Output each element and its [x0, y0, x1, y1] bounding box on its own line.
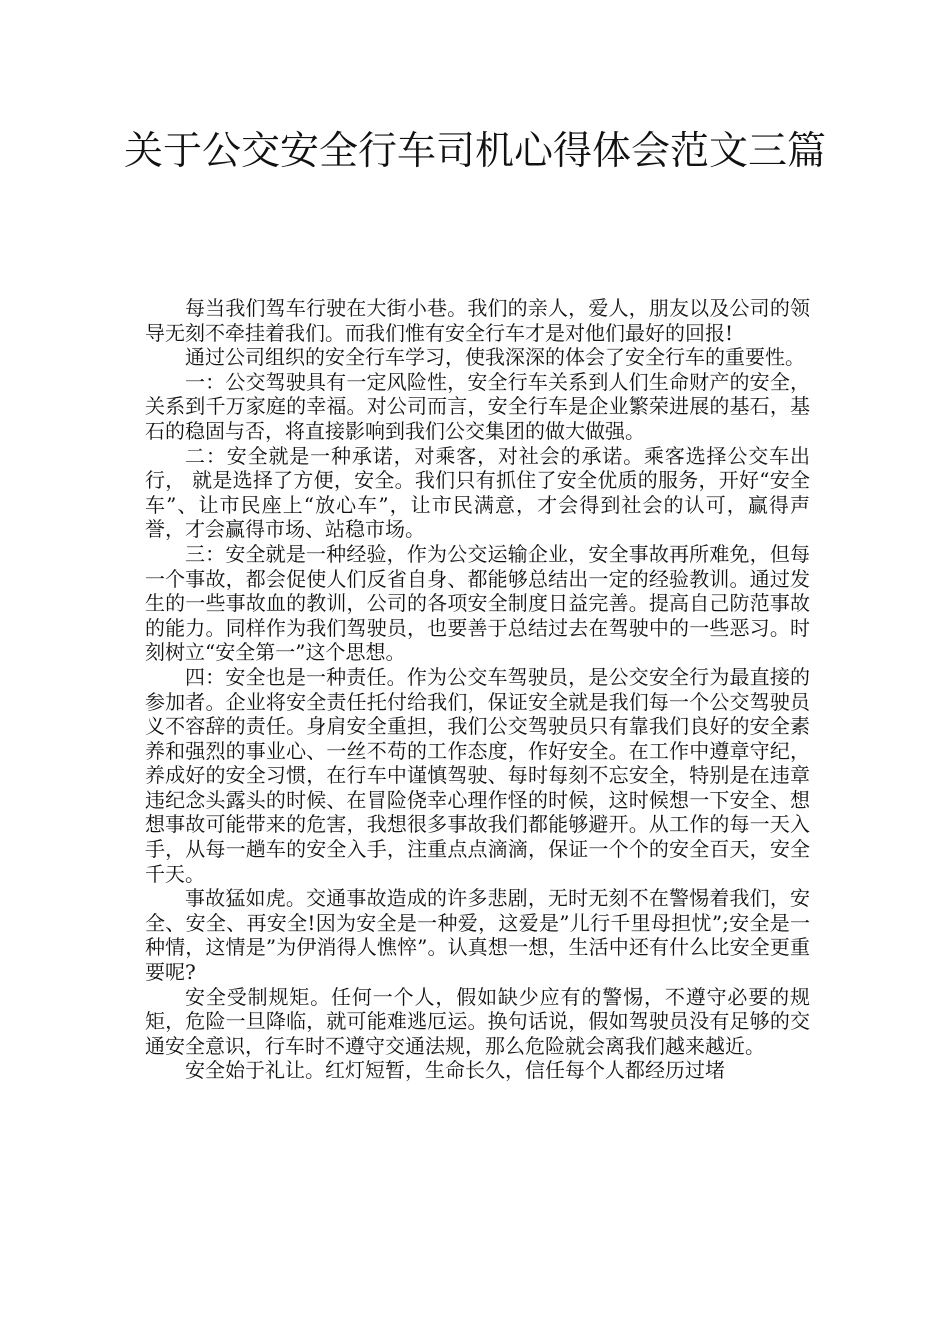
document-title: 关于公交安全行车司机心得体会范文三篇 — [123, 129, 826, 174]
paragraph: 每当我们驾车行驶在大街小巷。我们的亲人，爱人，朋友以及公司的领导无刻不牵挂着我们。而我们惟有安全行车才是对他们最好的回报! — [145, 296, 810, 345]
paragraph: 通过公司组织的安全行车学习，使我深深的体会了安全行车的重要性。 — [185, 345, 805, 370]
paragraph: 安全受制规矩。任何一个人，假如缺少应有的警惕，不遵守必要的规矩，危险一旦降临，就可能难逃厄运。换句话说，假如驾驶员没有足够的交通安全意识，行车时不遵守交通法规，那么危险就会离我们越来越近。 — [145, 984, 810, 1058]
paragraph: 三：安全就是一种经验，作为公交运输企业，安全事故再所难免，但每一个事故，都会促使人们反省自身、都能够总结出一定的经验教训。通过发生的一些事故血的教训，公司的各项安全制度日益完善。提高自己防范事故的能力。同样作为我们驾驶员，也要善于总结过去在驾驶中的一些恶习。时刻树立“安全第一”这个思想。 — [145, 541, 810, 665]
paragraph: 四：安全也是一种责任。作为公交车驾驶员，是公交安全行为最直接的参加者。企业将安全责任托付给我们，保证安全就是我们每一个公交驾驶员义不容辞的责任。身肩安全重担，我们公交驾驶员只有靠我们良好的安全素养和强烈的事业心、一丝不苟的工作态度，作好安全。在工作中遵章守纪，养成好的安全习惯，在行车中谨慎驾驶、每时每刻不忘安全，特别是在违章违纪念头露头的时候、在冒险侥幸心理作怪的时候，这时候想一下安全、想想事故可能带来的危害，我想很多事故我们都能够避开。从工作的每一天入手，从每一趟车的安全入手，注重点点滴滴，保证一个个的安全百天，安全千天。 — [145, 664, 810, 886]
paragraph: 二：安全就是一种承诺，对乘客，对社会的承诺。乘客选择公交车出行， 就是选择了方便，安全。我们只有抓住了安全优质的服务，开好“安全车”、让市民座上“放心车”，让市民满意，才会得到社会的认可，赢得声誉，才会赢得市场、站稳市场。 — [145, 443, 810, 542]
paragraph: 事故猛如虎。交通事故造成的许多悲剧，无时无刻不在警惕着我们，安全、安全、再安全!因为安全是一种爱，这爱是”儿行千里母担忧”;安全是一种情，这情是”为伊消得人憔悴”。认真想一想，生活中还有什么比安全更重要呢? — [145, 886, 810, 985]
paragraph: 一：公交驾驶具有一定风险性，安全行车关系到人们生命财产的安全，关系到千万家庭的幸福。对公司而言，安全行车是企业繁荣进展的基石，基石的稳固与否，将直接影响到我们公交集团的做大做强。 — [145, 369, 810, 443]
document-body — [145, 296, 810, 1083]
paragraph: 安全始于礼让。红灯短暂，生命长久，信任每个人都经历过堵 — [185, 1058, 725, 1083]
